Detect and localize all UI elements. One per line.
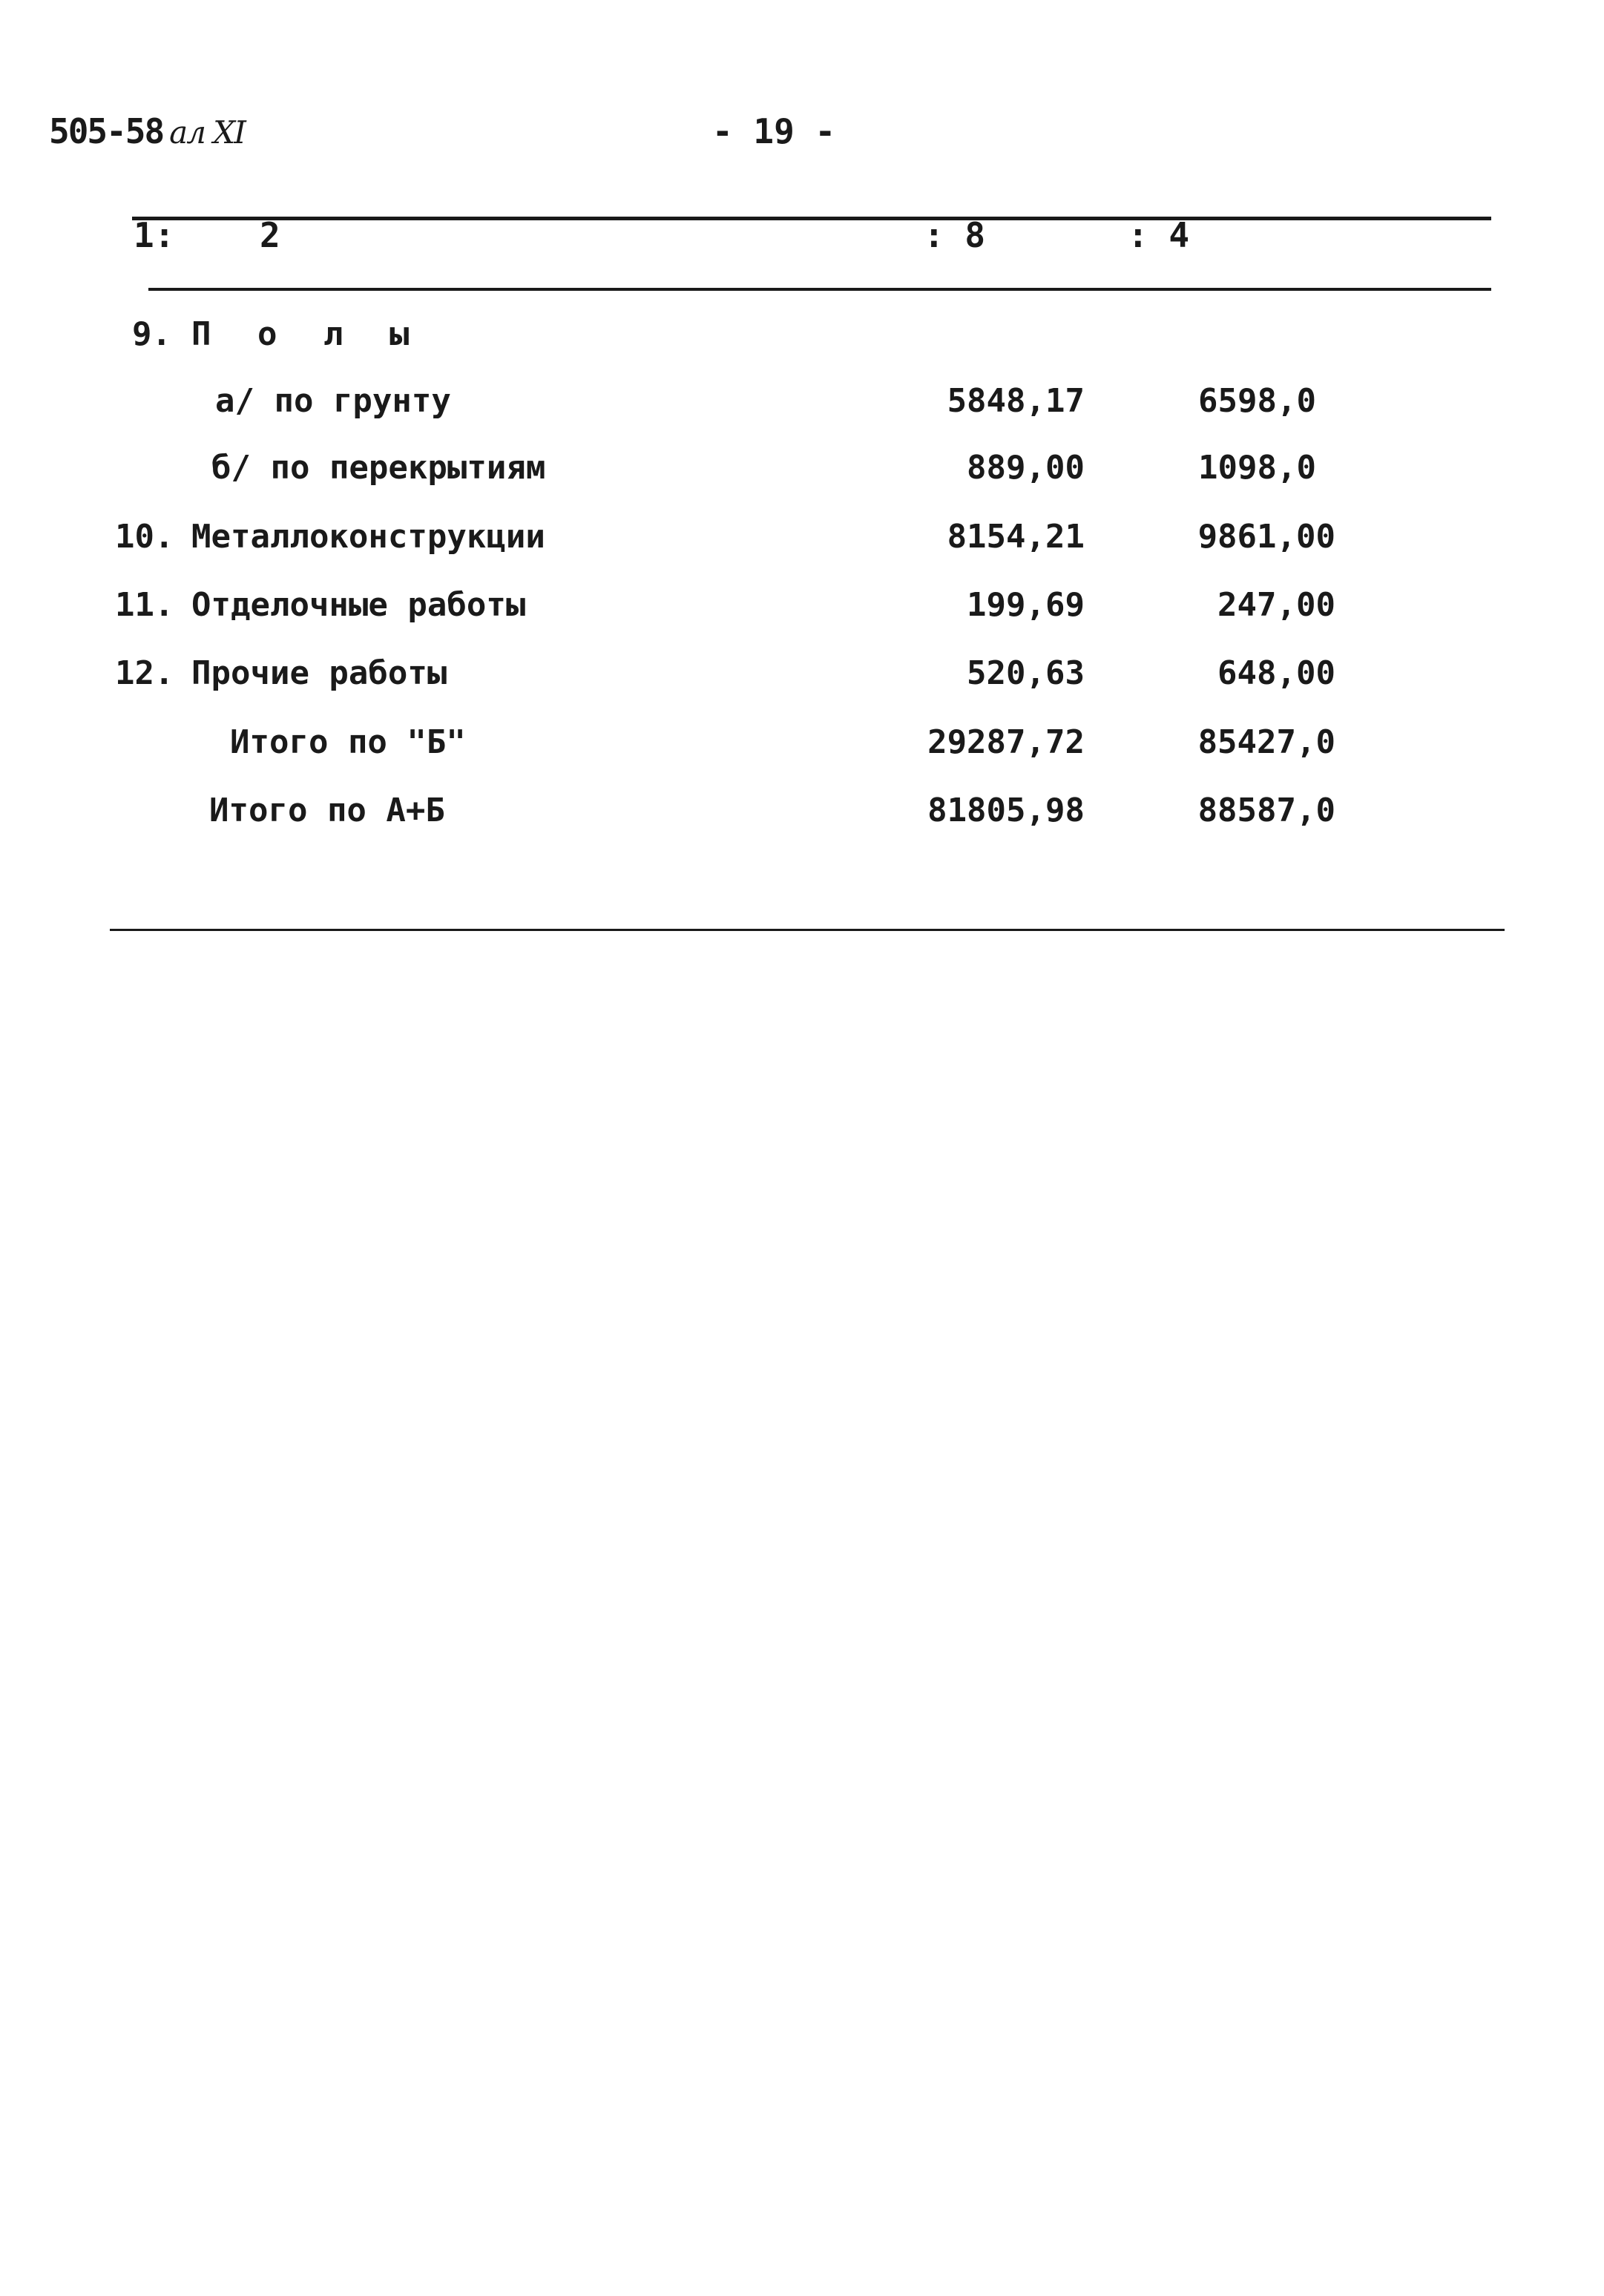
row-value-col3: 81805,98 [927,792,1085,829]
column-header-4: : 4 [1128,215,1190,255]
row-label: П о л ы [191,315,423,353]
row-value-col4: 1098,0 [1198,449,1316,487]
row-number: 12. [115,654,174,692]
document-code-handwritten: ал XI [169,114,245,151]
row-number: 9. [132,315,171,353]
row-value-col3: 199,69 [967,586,1085,624]
column-header-1: 1: [134,215,175,255]
row-number: 10. [115,518,174,556]
table-row [0,315,1604,367]
document-code-number: 505-58 [49,111,164,151]
table-row-subtotal [0,723,1604,775]
table-row [0,654,1604,706]
row-value-col4: 88587,0 [1197,792,1335,829]
row-value-col3: 520,63 [967,654,1085,692]
row-value-col3: 5848,17 [947,382,1085,420]
table-row-total [0,792,1604,843]
row-label: Отделочные работы [191,586,526,624]
row-label: Итого по "Б" [230,723,466,761]
table-header-rule [148,288,1491,291]
row-value-col4: 648,00 [1217,654,1335,692]
table-row [0,586,1604,638]
row-label: б/ по перекрытиям [211,449,546,487]
row-value-col4: 247,00 [1217,586,1335,624]
table-row [0,518,1604,570]
row-label: Прочие работы [191,654,447,692]
row-value-col3: 29287,72 [927,723,1085,761]
column-header-3: : 8 [924,215,986,255]
row-value-col4: 85427,0 [1197,723,1335,761]
row-number: 11. [115,586,174,624]
column-header-2: 2 [260,215,280,255]
table-row [0,382,1604,434]
page-number: - 19 - [712,111,836,151]
row-value-col3: 889,00 [967,449,1085,487]
row-value-col4: 6598,0 [1198,382,1316,420]
row-label: Итого по А+Б [209,792,445,829]
row-label: Металлоконструкции [191,518,545,556]
table-top-rule [132,217,1491,220]
table-bottom-rule [110,929,1505,931]
table-row [0,449,1604,501]
row-value-col3: 8154,21 [947,518,1085,556]
row-value-col4: 9861,00 [1197,518,1335,556]
row-label: а/ по грунту [215,382,451,420]
document-code [49,111,245,151]
